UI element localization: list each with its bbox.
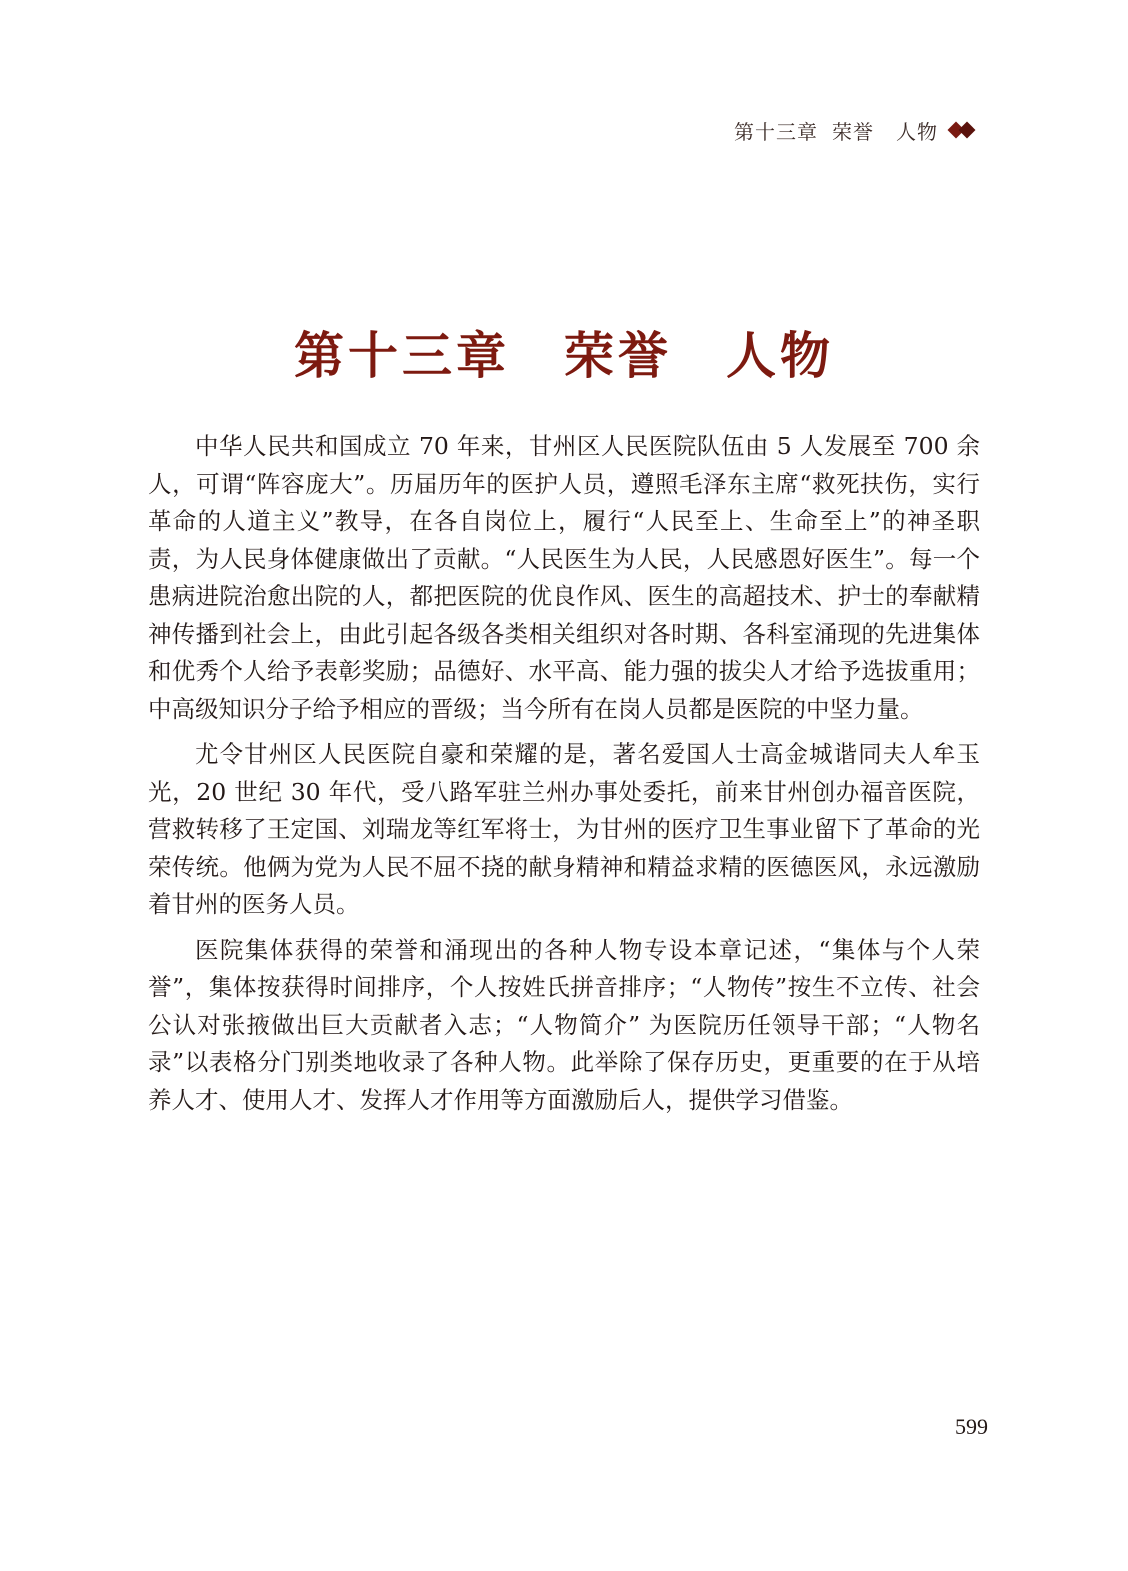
paragraph: 中华人民共和国成立 70 年来，甘州区人民医院队伍由 5 人发展至 700 余人，可谓“阵容庞大”。历届历年的医护人员，遵照毛泽东主席“救死扶伤，实行革命的人道主义”教导，在各自岗位上，履行“人民至上、生命至上”的神圣职责，为人民身体健康做出了贡献。“人民医生为人民，人民感恩好医生”。每一个患病进院治愈出院的人，都把医院的优良作风、医生的高超技术、护士的奉献精神传播到社会上，由此引起各级各类相关组织对各时期、各科室涌现的先进集体和优秀个人给予表彰奖励；品德好、水平高、能力强的拔尖人才给予选拔重用；中高级知识分子给予相应的晋级；当今所有在岗人员都是医院的中坚力量。 [148,432,980,723]
running-header [734,116,978,145]
paragraph: 尤令甘州区人民医院自豪和荣耀的是，著名爱国人士高金城谐同夫人牟玉光，20 世纪 30 年代，受八路军驻兰州办事处委托，前来甘州创办福音医院，营救转移了王定国、刘瑞龙等红军将士，为甘州的医疗卫生事业留下了革命的光荣传统。他俩为党为人民不屈不挠的献身精神和精益求精的医德医风，永远激励着甘州的医务人员。 [148,740,980,918]
double-diamond-icon [948,121,978,141]
body-text [148,428,980,1127]
paragraph: 医院集体获得的荣誉和涌现出的各种人物专设本章记述，“集体与个人荣誉”，集体按获得时间排序，个人按姓氏拼音排序；“人物传”按生不立传、社会公认对张掖做出巨大贡献者入志；“人物简介” 为医院历任领导干部；“人物名录”以表格分门别类地收录了各种人物。此举除了保存历史，更重要的在于从培养人才、使用人才、发挥人才作用等方面激励后人，提供学习借鉴。 [148,935,980,1114]
header-section-people: 人物 [896,120,938,144]
header-section-honor: 荣誉 [832,120,874,144]
chapter-title: 第十三章 荣誉 人物 [294,326,834,385]
page-number: 599 [955,1414,988,1439]
header-chapter: 第十三章 [734,120,818,144]
